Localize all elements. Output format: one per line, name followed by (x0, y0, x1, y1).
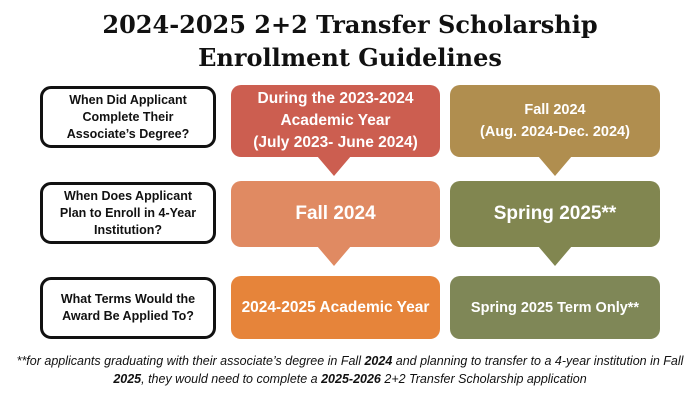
col1-arrow-tail (317, 156, 351, 176)
col1-arrow-tail (317, 246, 351, 266)
footnote-text: , they would need to complete a (141, 372, 322, 386)
question-line: When Did Applicant (69, 92, 187, 107)
col1-completion-line: (July 2023- June 2024) (253, 134, 418, 151)
col2-completion-box (450, 85, 660, 157)
col1-terms-label: 2024-2025 Academic Year (241, 298, 430, 316)
footnote-text: **for applicants graduating with their associate’s degree in Fall (16, 354, 365, 368)
col1-completion-line: During the 2023-2024 (257, 90, 414, 107)
col1-enroll-label: Fall 2024 (295, 203, 376, 224)
page-title (0, 8, 700, 74)
question-enrollment-plan (40, 182, 216, 244)
col2-terms-label: Spring 2025 Term Only** (470, 299, 640, 316)
title-line-2: Enrollment Guidelines (198, 43, 502, 72)
col1-completion-box (231, 85, 440, 157)
footnote-text: 2+2 Transfer Scholarship application (380, 372, 587, 386)
col1-terms-box (231, 276, 440, 339)
footnote-emphasis: 2024 (364, 354, 393, 368)
col2-arrow-tail (538, 246, 572, 266)
col1-completion-line: Academic Year (280, 112, 391, 129)
question-degree-completion (40, 86, 216, 148)
question-line: Associate’s Degree? (66, 126, 190, 141)
footnote-emphasis: 2025 (113, 372, 142, 386)
question-line: Award Be Applied To? (62, 309, 194, 323)
question-award-terms (40, 277, 216, 339)
question-line: When Does Applicant (63, 188, 192, 203)
footnote-text: and planning to transfer to a 4-year institution in Fall (392, 354, 684, 368)
question-line: Complete Their (82, 109, 174, 124)
question-line: What Terms Would the (60, 292, 196, 306)
footnote (0, 352, 700, 388)
title-line-1: 2024-2025 2+2 Transfer Scholarship (102, 10, 598, 39)
col2-arrow-tail (538, 156, 572, 176)
col2-terms-box (450, 276, 660, 339)
col2-enroll-label: Spring 2025** (493, 203, 617, 224)
question-line: Institution? (93, 222, 163, 237)
col2-enroll-box (450, 181, 660, 247)
question-line: Plan to Enroll in 4-Year (59, 205, 197, 220)
col2-completion-line: Fall 2024 (524, 102, 586, 118)
col2-completion-line: (Aug. 2024-Dec. 2024) (480, 124, 630, 140)
footnote-emphasis: 2025-2026 (321, 372, 381, 386)
col1-enroll-box (231, 181, 440, 247)
